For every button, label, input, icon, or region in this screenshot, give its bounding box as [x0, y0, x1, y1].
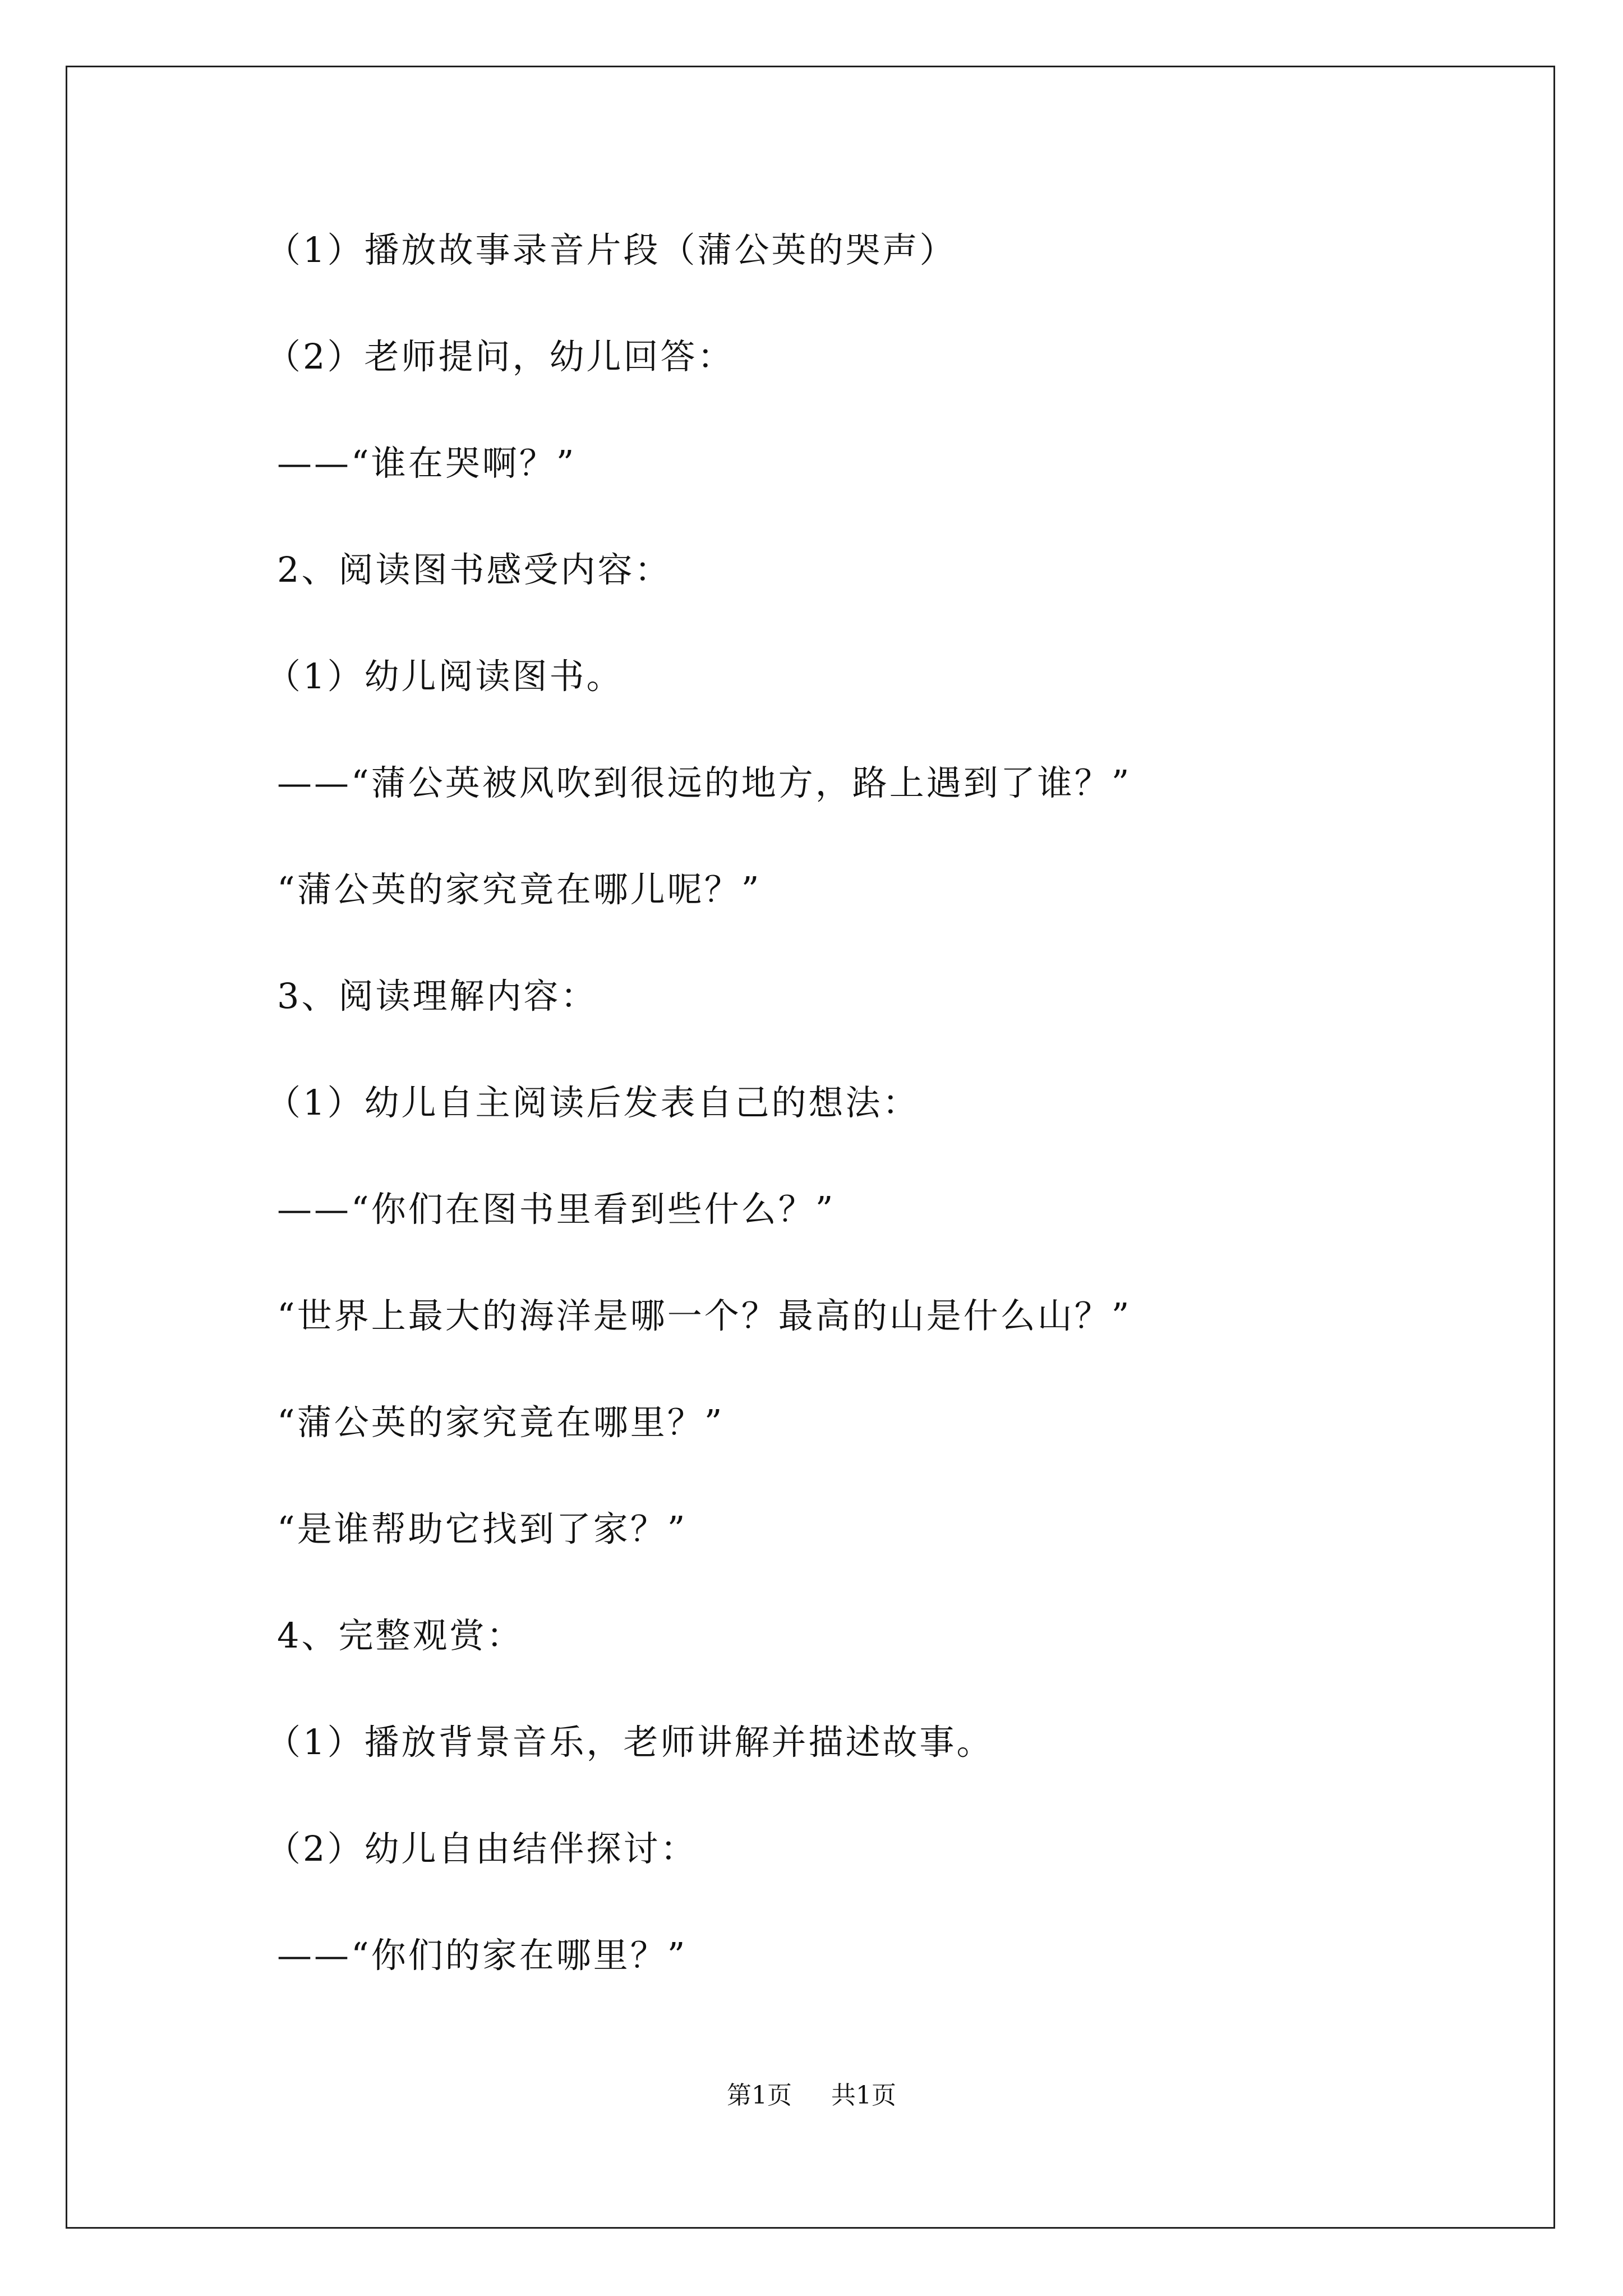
text-line: “蒲公英的家究竟在哪里？” [277, 1402, 725, 1443]
text-line: （1）播放故事录音片段（蒲公英的哭声） [266, 229, 957, 270]
text-line: “蒲公英的家究竟在哪儿呢？” [277, 869, 762, 910]
text-line: （2）老师提问，幼儿回答： [266, 336, 735, 377]
text-line: （1）播放背景音乐，老师讲解并描述故事。 [266, 1722, 994, 1763]
text-line: （2）幼儿自由结伴探讨： [266, 1828, 698, 1869]
page-border [66, 66, 1555, 2229]
text-line: “是谁帮助它找到了家？” [277, 1508, 688, 1549]
section-heading: 3、阅读理解内容： [277, 976, 598, 1016]
section-heading: 2、阅读图书感受内容： [277, 549, 672, 590]
text-line: “世界上最大的海洋是哪一个？最高的山是什么山？” [277, 1295, 1132, 1336]
section-heading: 4、完整观赏： [277, 1615, 524, 1656]
text-line: ——“你们的家在哪里？” [277, 1935, 688, 1976]
page-number: 第1页 [727, 2081, 792, 2110]
text-line: ——“谁在哭啊？” [277, 443, 577, 484]
text-line: ——“你们在图书里看到些什么？” [277, 1189, 836, 1230]
text-line: （1）幼儿自主阅读后发表自己的想法： [266, 1082, 920, 1123]
page-footer [0, 2079, 1623, 2113]
page-total: 共1页 [831, 2081, 896, 2110]
text-line: ——“蒲公英被风吹到很远的地方，路上遇到了谁？” [277, 762, 1132, 803]
text-line: （1）幼儿阅读图书。 [266, 656, 624, 697]
